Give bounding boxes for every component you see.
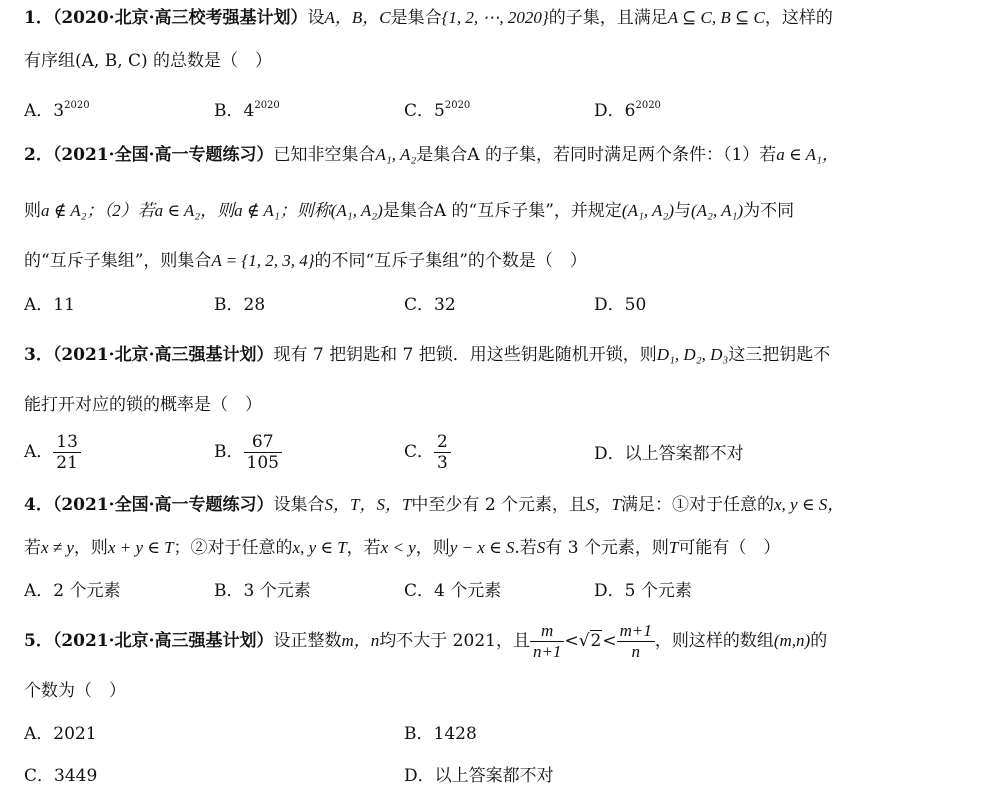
sqrt-sign: √ xyxy=(578,631,590,651)
q4-line2: 若x ≠ y，则x + y ∈ T；②对于任意的x, y ∈ T，若x < y，则y − x ∈ S.若S有 3 个元素，则T可能有（ ） xyxy=(24,538,781,558)
q1-option-b[interactable]: B．$4^{2020}$ xyxy=(214,100,280,121)
fraction: $\frac{m}{n+1}$ xyxy=(530,621,564,662)
fraction: $\frac{2}{3}$ xyxy=(434,432,451,473)
q3-option-d[interactable]: D．以上答案都不对 xyxy=(594,444,744,464)
q2-option-b[interactable]: B．28 xyxy=(214,295,266,315)
q2-number: 2 xyxy=(24,145,36,165)
q1-condition: A ⊆ C, B ⊆ C xyxy=(667,8,765,27)
q5-option-d[interactable]: D．以上答案都不对 xyxy=(404,766,554,786)
q1-option-c[interactable]: C．$5^{2020}$ xyxy=(404,100,471,121)
q5-option-c[interactable]: C．3449 xyxy=(24,766,98,786)
q3-option-c[interactable]: C． $\frac{2}{3}$ xyxy=(404,432,451,473)
q1-stem-after: 的子集，且满足 xyxy=(548,8,668,28)
q1-line2: 有序组(A, B, C) 的总数是（ ） xyxy=(24,51,273,71)
q1-stem-tail: ，这样的 xyxy=(764,8,833,28)
q2-line1: 2．（2021·全国·高一专题练习）已知非空集合A₁, A₂是集合A 的子集，若同时满足两个条件：（1）若a ∈ A₁， xyxy=(24,145,839,165)
q4-option-a[interactable]: A．2 个元素 xyxy=(24,581,121,601)
q3-option-b[interactable]: B． $\frac{67}{105}$ xyxy=(214,432,282,473)
q1-line1: 1．（2020·北京·高三校考强基计划）设A，B，C是集合{1, 2, ⋯, 2020}的子集，且满足A ⊆ C, B ⊆ C，这样的 xyxy=(24,8,833,28)
q4-source: （2021·全国·高一专题练习） xyxy=(52,495,274,515)
q5-option-b[interactable]: B．1428 xyxy=(404,724,477,744)
q3-option-a[interactable]: A． $\frac{13}{21}$ xyxy=(24,432,81,473)
q5-number: 5 xyxy=(24,631,36,651)
q1-source: （2020·北京·高三校考强基计划） xyxy=(52,8,308,28)
fraction: $\frac{67}{105}$ xyxy=(244,432,282,473)
q3-source: （2021·北京·高三强基计划） xyxy=(52,345,274,365)
q2-option-d[interactable]: D．50 xyxy=(594,295,647,315)
q1-set-literal: {1, 2, ⋯, 2020} xyxy=(441,8,549,27)
q5-option-a[interactable]: A．2021 xyxy=(24,724,97,744)
q4-option-d[interactable]: D．5 个元素 xyxy=(594,581,692,601)
fraction: $\frac{m+1}{n}$ xyxy=(617,621,655,662)
q4-option-b[interactable]: B．3 个元素 xyxy=(214,581,311,601)
q2-option-a[interactable]: A．11 xyxy=(24,295,75,315)
q5-line1: 5．（2021·北京·高三强基计划）设正整数m，n均不大于 2021，且 $\frac{m}{n+1}$ <√2< $\frac{m+1}{n}$ ，则这样的数组(m,n)的 xyxy=(24,621,828,661)
q4-option-c[interactable]: C．4 个元素 xyxy=(404,581,502,601)
q4-line1: 4．（2021·全国·高一专题练习）设集合S，T，S，T中至少有 2 个元素，且S，T满足：①对于任意的x, y ∈ S， xyxy=(24,495,845,515)
q5-source: （2021·北京·高三强基计划） xyxy=(52,631,274,651)
q1-stem-before: 设 xyxy=(307,8,325,28)
q2-option-c[interactable]: C．32 xyxy=(404,295,456,315)
q3-line2: 能打开对应的锁的概率是（ ） xyxy=(24,395,262,415)
q2-source: （2021·全国·高一专题练习） xyxy=(52,145,274,165)
q1-stem-mid: 是集合 xyxy=(390,8,442,28)
fraction: $\frac{13}{21}$ xyxy=(53,432,81,473)
q3-number: 3 xyxy=(24,345,36,365)
q1-option-d[interactable]: D．$6^{2020}$ xyxy=(594,100,661,121)
q3-line1: 3．（2021·北京·高三强基计划）现有 7 把钥匙和 7 把锁．用这些钥匙随机开锁，则D₁, D₂, D₃这三把钥匙不 xyxy=(24,345,831,365)
q5-line2: 个数为（ ） xyxy=(24,681,126,701)
q1-option-a[interactable]: A．$3^{2020}$ xyxy=(24,100,90,121)
q1-sets: A，B，C xyxy=(324,8,391,27)
q2-line3: 的“互斥子集组”，则集合A = {1, 2, 3, 4}的不同“互斥子集组”的个数是（ ） xyxy=(24,251,587,271)
q4-number: 4 xyxy=(24,495,36,515)
q2-line2: 则a ∉ A₂；（2）若a ∈ A₂，则a ∉ A₁；则称(A₁, A₂)是集合A 的“互斥子集”，并规定(A₁, A₂)与(A₂, A₁)为不同 xyxy=(24,201,795,221)
q1-number: 1 xyxy=(24,8,36,28)
